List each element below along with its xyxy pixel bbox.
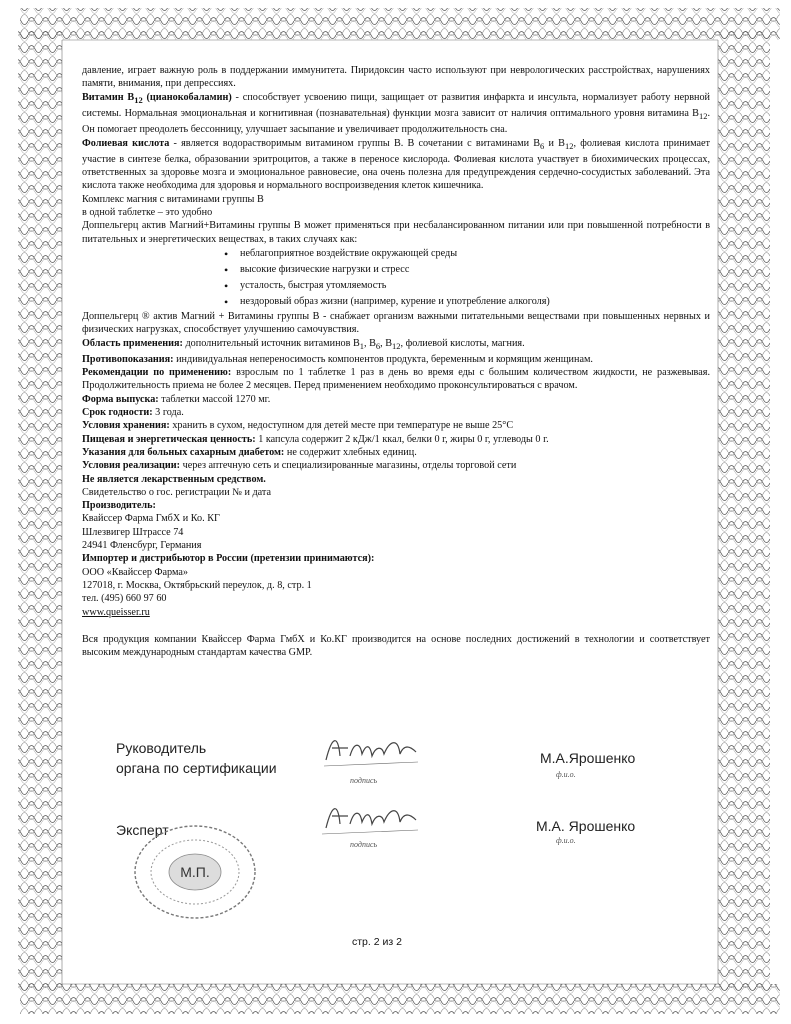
energy-paragraph <box>82 433 710 446</box>
list-item: • неблагоприятное воздействие окружающей среды <box>240 246 710 262</box>
area-sep1: , B <box>364 337 376 349</box>
head-title-2: органа по сертификации <box>116 760 277 776</box>
document-body <box>82 64 710 659</box>
shelf-paragraph <box>82 406 710 419</box>
sale-paragraph <box>82 459 710 472</box>
b12-sub: 12 <box>134 94 143 105</box>
storage-label: Условия хранения: <box>82 420 170 432</box>
importer-line: ООО «Квайссер Фарма» <box>82 566 188 578</box>
podpis-label-2: подпись <box>350 840 378 849</box>
list-item: • усталость, быстрая утомляемость <box>240 278 710 294</box>
podpis-label-1: подпись <box>350 776 378 785</box>
signature-head <box>318 726 428 772</box>
folic-text2: , фолиевая кислота принимает участие в синтезе белка, образовании эритроцитов, а также в переносе кислорода. Фолиевая кислота участвует в биохимических процессах, ответственных за здоровье мозга и эмоциональное равновесие, она очень полезна для предупреждения сердечно-сосудистых заболеваний. Эта кислота также необходима для здоровья и нормального воспроизведения клеток кишечника. <box>82 137 710 192</box>
diab-label: Указания для больных сахарным диабетом: <box>82 446 285 458</box>
folic-term: Фолиевая кислота <box>82 137 170 149</box>
storage-paragraph <box>82 419 710 432</box>
reco-text: взрослым по 1 таблетке 1 раз в день во время еды с большим количеством жидкости, не разжевывая. Продолжительность приема не более 2 месяцев. Перед применением необходимо проконсультироваться с врачом. <box>82 367 710 392</box>
diabetes-paragraph <box>82 446 710 459</box>
doppel-supply: Доппельгерц ® актив Магний + Витамины группы B - снабжает организм важными питательными веществами при повышенных нервных и физических нагрузках, способствует улучшению самочувствия. <box>82 310 710 336</box>
conditions-list <box>82 246 710 310</box>
folic-sub2: 12 <box>564 140 574 151</box>
complex-line-1: Комплекс магния с витаминами группы B <box>82 193 264 205</box>
complex-line-2: в одной таблетке – это удобно <box>82 207 213 219</box>
maker-line: Квайссер Фарма ГмбХ и Ко. КГ <box>82 513 220 525</box>
certificate-line: Свидетельство о гос. регистрации № и дата <box>82 486 272 498</box>
area-sub2: 6 <box>375 340 381 351</box>
sale-text: через аптечную сеть и специализированные магазины, отделы торговой сети <box>180 460 517 472</box>
final-paragraph: Вся продукция компании Квайссер Фарма ГмбХ и Ко.КГ производится на основе последних достижений в технологии и соответствует высоким международным стандартам качества GMP. <box>82 633 710 659</box>
diab-text: не содержит хлебных единиц. <box>284 446 417 458</box>
area-label: Область применения: <box>82 337 183 349</box>
maker-label: Производитель: <box>82 500 156 512</box>
pyridoxine-paragraph: давление, играет важную роль в поддержании иммунитета. Пиридоксин часто используют при неврологических расстройствах, нарушениях памяти, внимания, при депрессиях. <box>82 65 710 90</box>
importer-label: Импортер и дистрибьютор в России (претензии принимаются): <box>82 553 375 565</box>
stamp-mp: М.П. <box>180 864 210 880</box>
b12-name: (цианокобаламин) <box>146 91 232 103</box>
reco-label: Рекомендации по применению: <box>82 367 232 379</box>
b12-text: - способствует усвоению пищи, защищает от развития инфаркта и инсульта, нормализует работу нервной системы. Нормальная эмоциональная и когнитивная (познавательная) функции мозга зависит от наличия оптимального уровня витамина B <box>82 91 711 119</box>
area-text2: , фолиевой кислоты, магния. <box>400 337 525 349</box>
not-drug: Не является лекарственным средством. <box>82 473 266 485</box>
page-number: стр. 2 из 2 <box>352 936 402 948</box>
form-paragraph <box>82 393 710 406</box>
expert-title: Эксперт <box>116 822 169 838</box>
energy-label: Пищевая и энергетическая ценность: <box>82 433 256 445</box>
form-text: таблетки массой 1270 мг. <box>158 393 271 405</box>
maker-line: 24941 Фленсбург, Германия <box>82 540 202 552</box>
area-paragraph <box>82 337 710 353</box>
folic-paragraph <box>82 137 710 193</box>
maker-line: Шлезвигер Штрассе 74 <box>82 526 184 538</box>
b12-term: Витамин B <box>82 91 135 103</box>
storage-text: хранить в сухом, недоступном для детей месте при температуре не выше 25°С <box>169 420 514 432</box>
sale-label: Условия реализации: <box>82 460 181 472</box>
shelf-text: 3 года. <box>152 407 184 419</box>
signature-expert <box>318 796 428 840</box>
importer-line: 127018, г. Москва, Октябрьский переулок, д. 8, стр. 1 <box>82 579 312 591</box>
reco-paragraph <box>82 366 710 393</box>
importer-line: тел. (495) 660 97 60 <box>82 593 167 605</box>
area-sub3: 12 <box>392 340 401 351</box>
form-label: Форма выпуска: <box>82 393 159 405</box>
official-stamp <box>130 822 260 922</box>
b12-text2: . Он помогает преодолеть бессонницу, улучшает засыпание и увеличивает продолжительность сна. <box>82 107 710 136</box>
contra-paragraph <box>82 353 710 366</box>
fio-label-2: ф.и.о. <box>556 836 576 845</box>
folic-sub1: 6 <box>540 140 545 151</box>
shelf-label: Срок годности: <box>82 407 153 419</box>
energy-text: 1 капсула содержит 2 кДж/1 ккал, белки 0 г, жиры 0 г, углеводы 0 г. <box>255 433 549 445</box>
area-sub1: 1 <box>359 340 365 351</box>
doppel-intro: Доппельгерц актив Магний+Витамины группы B может применяться при несбалансированном питании или при повышенной потребности в питательных и энергетических веществах, в таких случаях как: <box>82 220 710 245</box>
b12-paragraph <box>82 91 710 137</box>
folic-text: - является водорастворимым витамином группы B. В сочетании с витаминами B <box>169 137 541 149</box>
name-head: М.А.Ярошенко <box>540 750 636 766</box>
head-title-1: Руководитель <box>116 740 207 756</box>
fio-label-1: ф.и.о. <box>556 770 576 779</box>
list-item: • нездоровый образ жизни (например, курение и употребление алкоголя) <box>240 294 710 310</box>
folic-text-b: и B <box>544 137 565 149</box>
list-item: • высокие физические нагрузки и стресс <box>240 262 710 278</box>
contra-text: индивидуальная непереносимость компонентов продукта, беременным и кормящим женщинам. <box>173 353 593 365</box>
name-expert: М.А. Ярошенко <box>536 818 636 834</box>
website-link[interactable]: www.queisser.ru <box>82 606 150 618</box>
area-text: дополнительный источник витаминов B <box>182 337 360 349</box>
contra-label: Противопоказания: <box>82 353 174 365</box>
b12-sub2: 12 <box>698 110 708 121</box>
area-sep2: , B <box>380 337 393 349</box>
